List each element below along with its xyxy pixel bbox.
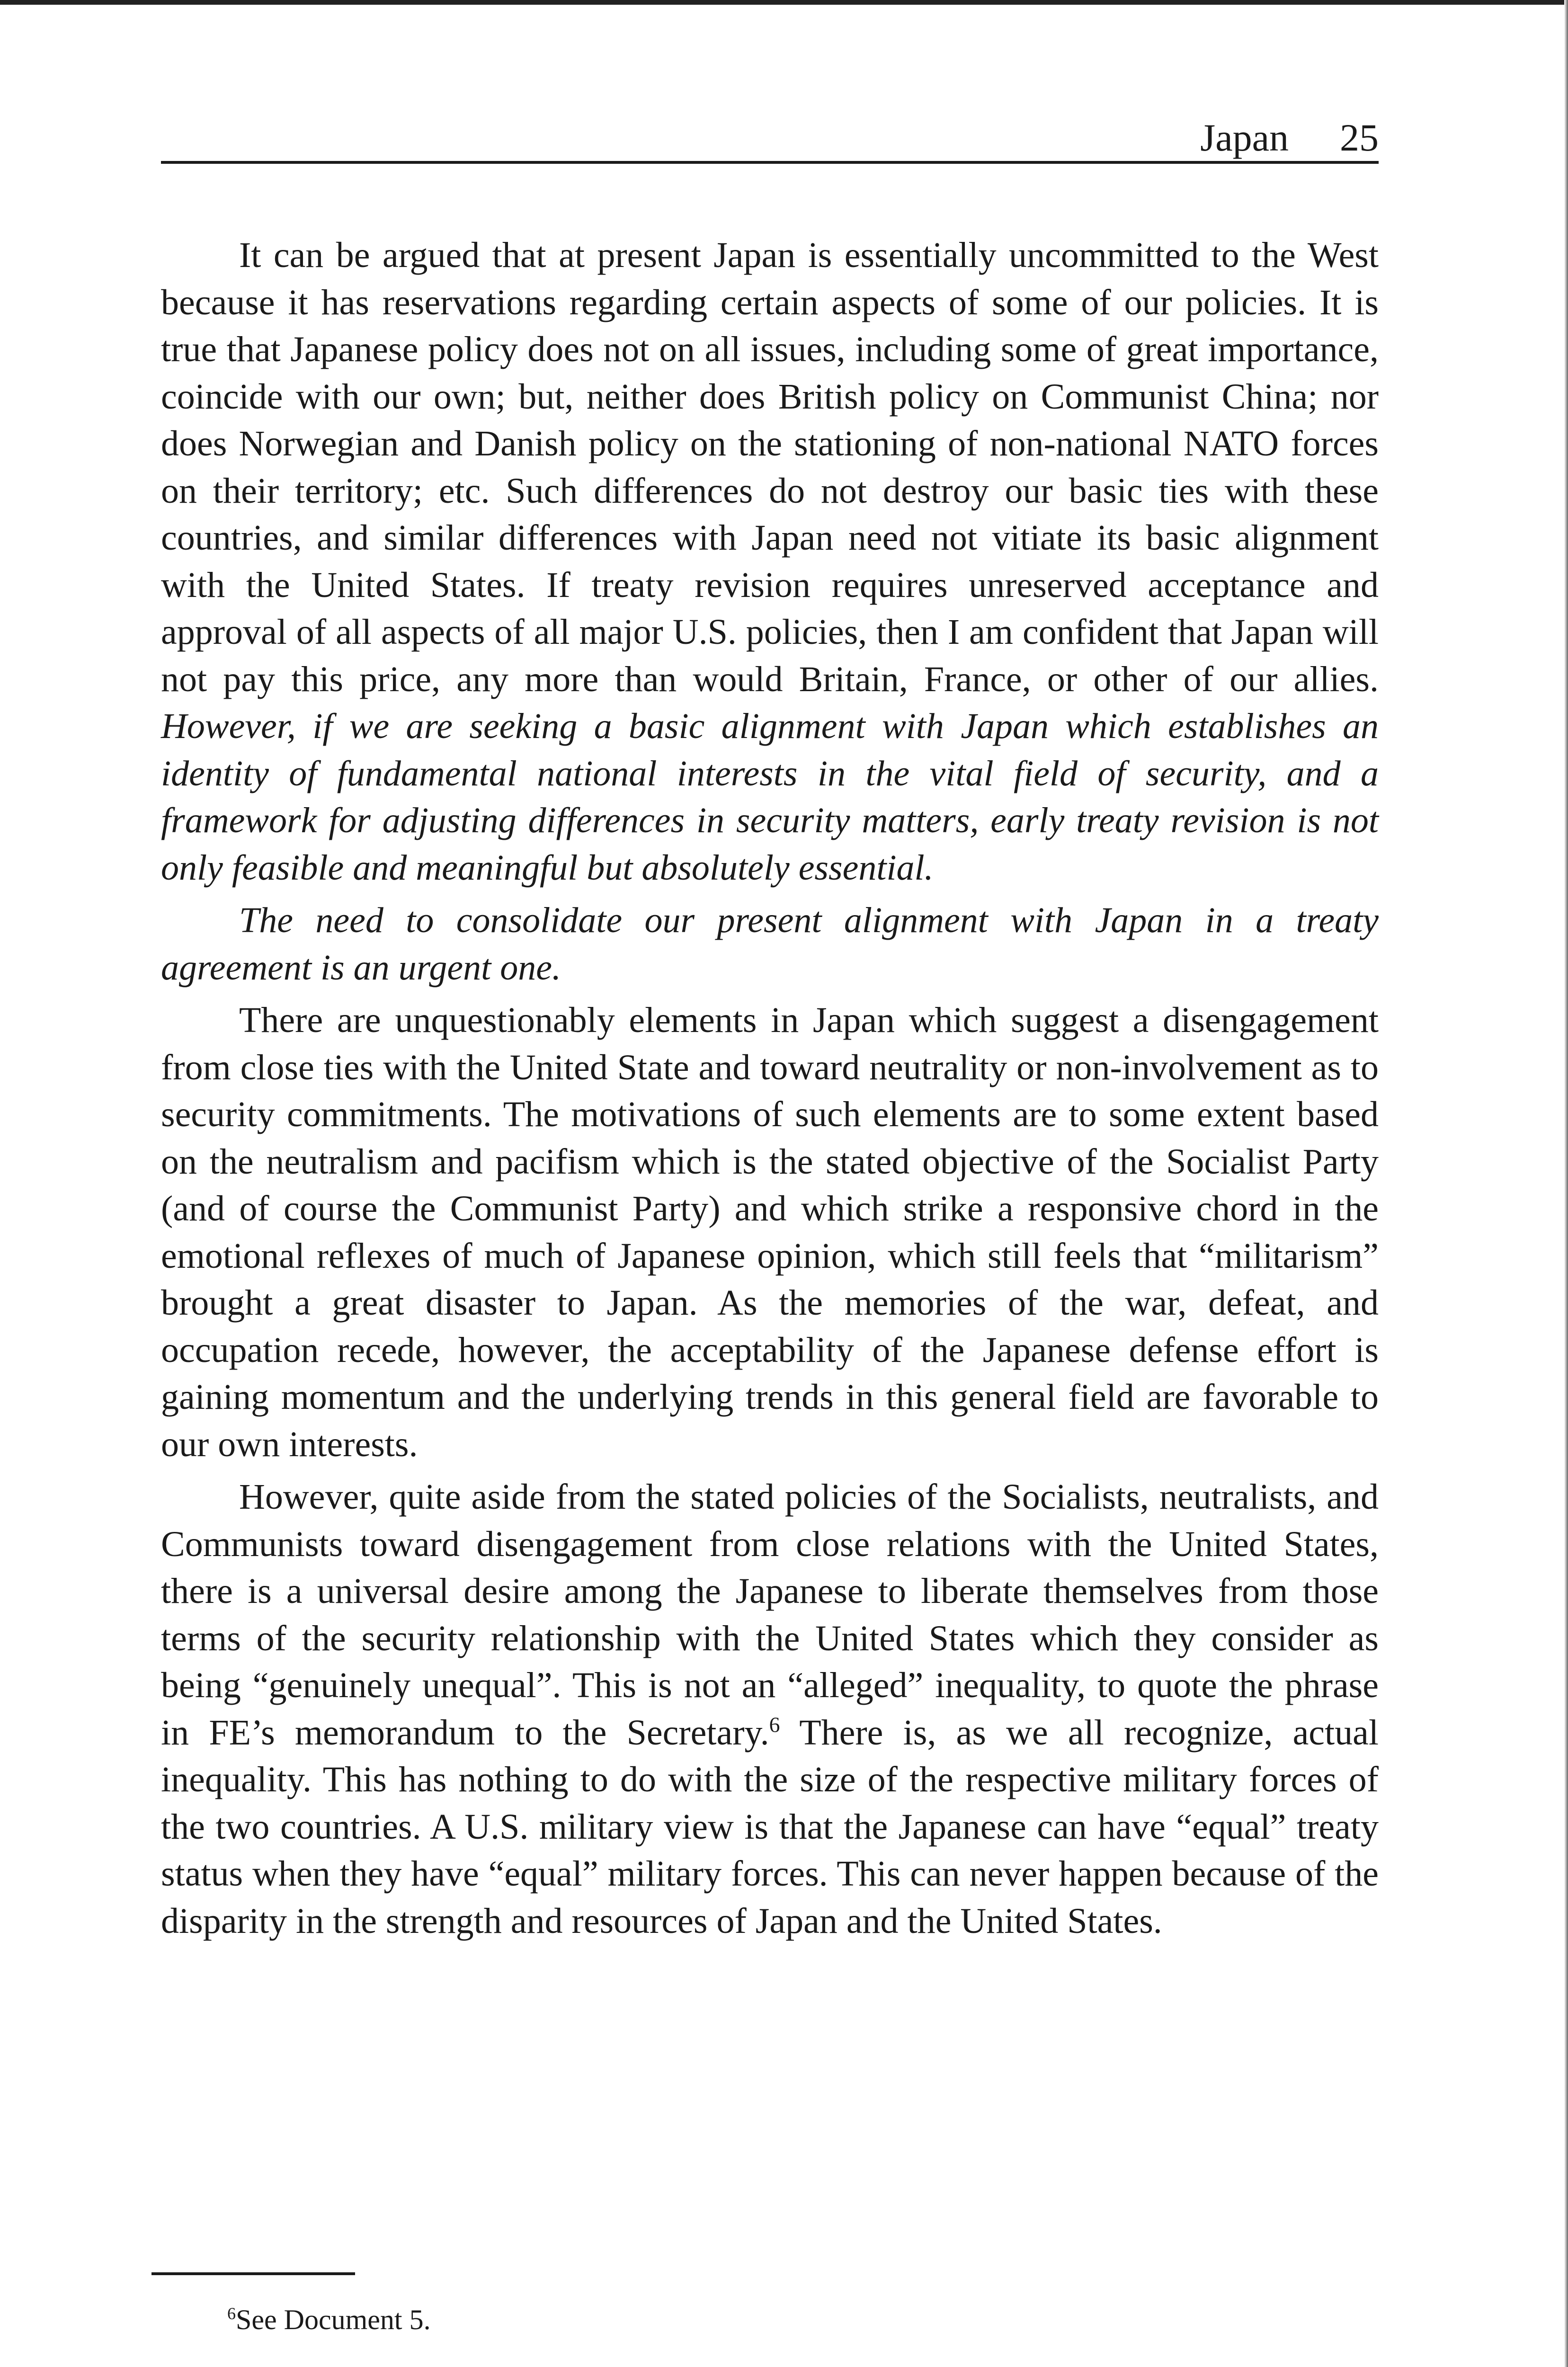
scan-edge-right (1564, 0, 1568, 2367)
body-text (161, 232, 1379, 1950)
paragraph-4 (161, 1474, 1379, 1945)
paragraph-1-italic: However, if we are seeking a basic alignment with Japan which establishes an identity of fundamental national interests in the vital field of security, and a framework for adjusting differences in security matters, early treaty revision is not only feasible and meaningful but absolutely essential. (161, 706, 1379, 888)
page-number: 25 (1340, 116, 1379, 159)
running-head-title: Japan (1200, 116, 1289, 159)
footnote-text: See Document 5. (236, 2304, 431, 2335)
footnote-rule (151, 2272, 355, 2275)
footnote-reference: 6 (769, 1712, 780, 1737)
paragraph-2-italic: The need to consolidate our present alignment with Japan in a treaty agreement is an urgent one. (161, 900, 1379, 988)
paragraph-3 (161, 997, 1379, 1468)
paragraph-3-text: There are unquestionably elements in Japan which suggest a disengagement from close ties with the United State and toward neutrality or non-involvement as to security commitments. The motivations of such elements are to some extent based on the neutralism and pacifism which is the stated objective of the Socialist Party (and of course the Communist Party) and which strike a responsive chord in the emotional reflexes of much of Japanese opinion, which still feels that “militarism” brought a great disaster to Japan. As the memories of the war, defeat, and occupation recede, however, the acceptability of the Japanese defense effort is gaining momentum and the underlying trends in this general field are favorable to our own interests. (161, 1000, 1379, 1464)
paragraph-4-text-b: There is, as we all recognize, actual inequality. This has nothing to do with the size of the respective military forces of the two countries. A U.S. military view is that the Japanese can have “equal” treaty status when they have “equal” military forces. This can never happen because of the disparity in the strength and resources of Japan and the United States. (161, 1712, 1379, 1941)
paragraph-1 (161, 232, 1379, 891)
footnote-number: 6 (227, 2304, 236, 2323)
running-head (161, 109, 1379, 164)
scan-edge-top (0, 0, 1568, 5)
paragraph-2 (161, 897, 1379, 991)
paragraph-1-text: It can be argued that at present Japan is essentially uncommitted to the West because it has reservations regarding certain aspects of some of our policies. It is true that Japanese policy does not on all issues, including some of great importance, coincide with our own; but, neither does British policy on Communist China; nor does Norwegian and Danish policy on the stationing of non-national NATO forces on their territory; etc. Such differences do not destroy our basic ties with these countries, and similar differences with Japan need not vitiate its basic alignment with the United States. If treaty revision requires unreserved acceptance and approval of all aspects of all major U.S. policies, then I am confident that Japan will not pay this price, any more than would Britain, France, or other of our allies. (161, 235, 1379, 699)
footnote (227, 2305, 431, 2334)
paragraph-4-text-a: However, quite aside from the stated policies of the Socialists, neutralists, and Communists toward disengagement from close relations with the United States, there is a universal desire among the Japanese to liberate themselves from those terms of the security relationship with the United States which they consider as being “genuinely unequal”. This is not an “alleged” inequality, to quote the phrase in FE’s memorandum to the Secretary. (161, 1477, 1379, 1753)
